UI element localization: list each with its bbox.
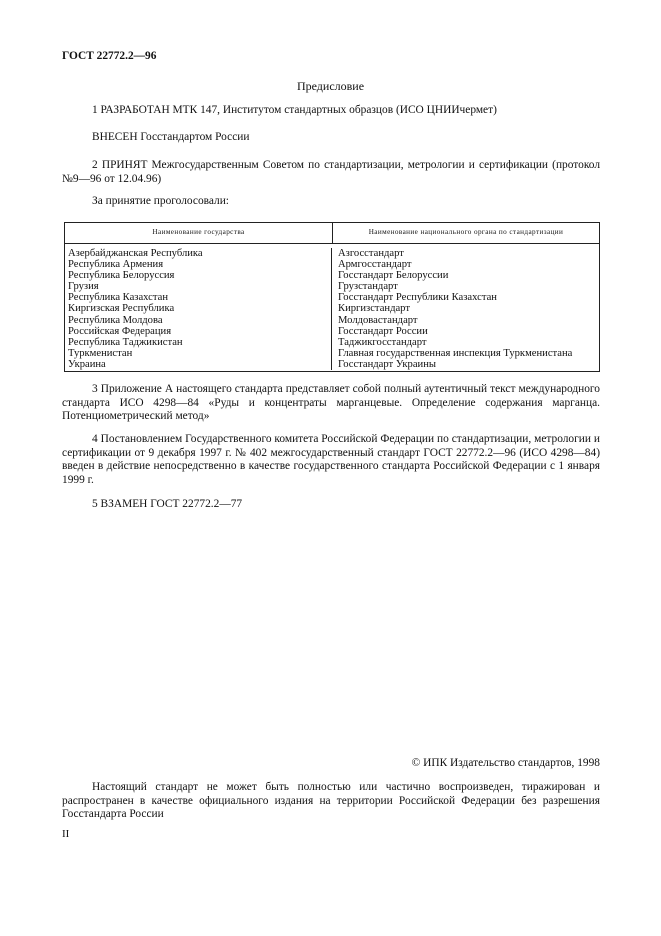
table-cell-state: Туркменистан xyxy=(68,347,133,359)
table-cell-national-body: Таджикгосстандарт xyxy=(338,336,427,348)
table-cell-state: Грузия xyxy=(68,281,99,293)
column-header-national-body: Наименование национального органа по стандартизации xyxy=(332,222,600,244)
table-cell-state: Республика Армения xyxy=(68,259,164,271)
table-cell-national-body: Грузстандарт xyxy=(338,281,398,293)
table-cell-state: Республика Таджикистан xyxy=(68,336,183,348)
column-header-state: Наименование государства xyxy=(64,222,332,244)
table-cell-national-body: Молдовастандарт xyxy=(338,314,418,326)
table-cell-national-body: Госстандарт Украины xyxy=(338,358,436,370)
document-id-header: ГОСТ 22772.2—96 xyxy=(62,50,157,62)
table-cell-national-body: Азгосстандарт xyxy=(338,248,404,259)
page-number: II xyxy=(62,828,70,840)
paragraph-annex-a: 3 Приложение А настоящего стандарта представляет собой полный аутентичный текст международного стандарта ИСО 4298—84 «Руды и концентраты марганцевые. Определение содержания марганца. Потенциометрический метод» xyxy=(62,383,600,422)
copyright-line: © ИПК Издательство стандартов, 1998 xyxy=(411,757,600,769)
table-cell-national-body: Госстандарт Белоруссии xyxy=(338,270,449,282)
table-cell-national-body: Госстандарт России xyxy=(338,325,428,337)
national-bodies-column xyxy=(332,248,599,370)
paragraph-developed-by: 1 РАЗРАБОТАН МТК 147, Институтом стандартных образцов (ИСО ЦНИИчермет) xyxy=(92,104,497,116)
paragraph-introduced-by: ВНЕСЕН Госстандартом России xyxy=(92,131,250,143)
paragraph-voted-for: За принятие проголосовали: xyxy=(92,195,229,207)
table-cell-state: Российская Федерация xyxy=(68,325,172,337)
table-cell-state: Республика Белоруссия xyxy=(68,270,175,282)
paragraph-enacted: 4 Постановлением Государственного комитета Российской Федерации по стандартизации, метрологии и сертификации от 9 декабря 1997 г. № 402 межгосударственный стандарт ГОСТ 22772.2—96 (ИСО 4298—84) введен в действие непосредственно в качестве государственного стандарта Российской Федерации с 1 января 1999 г. xyxy=(62,433,600,486)
voting-table-header xyxy=(64,222,600,244)
reproduction-notice: Настоящий стандарт не может быть полностью или частично воспроизведен, тиражирован и распространен в качестве официального издания на территории Российской Федерации без разрешения Госстандарта России xyxy=(62,781,600,820)
table-cell-state: Азербайджанская Республика xyxy=(68,248,203,259)
table-cell-national-body: Армгосстандарт xyxy=(338,259,412,271)
paragraph-adopted-by: 2 ПРИНЯТ Межгосударственным Советом по стандартизации, метрологии и сертификации (протокол №9—96 от 12.04.96) xyxy=(62,159,600,185)
voting-table xyxy=(64,222,600,372)
table-cell-state: Киргизская Республика xyxy=(68,303,175,315)
table-cell-state: Республика Казахстан xyxy=(68,292,169,304)
table-cell-national-body: Киргизстандарт xyxy=(338,303,410,315)
table-cell-state: Украина xyxy=(68,358,106,370)
page-title: Предисловие xyxy=(296,79,365,93)
table-cell-national-body: Главная государственная инспекция Туркменистана xyxy=(338,347,573,359)
table-cell-state: Республика Молдова xyxy=(68,314,163,326)
voting-table-body xyxy=(64,244,600,372)
table-cell-national-body: Госстандарт Республики Казахстан xyxy=(338,292,497,304)
states-column xyxy=(65,248,332,370)
paragraph-replaces: 5 ВЗАМЕН ГОСТ 22772.2—77 xyxy=(92,498,243,510)
